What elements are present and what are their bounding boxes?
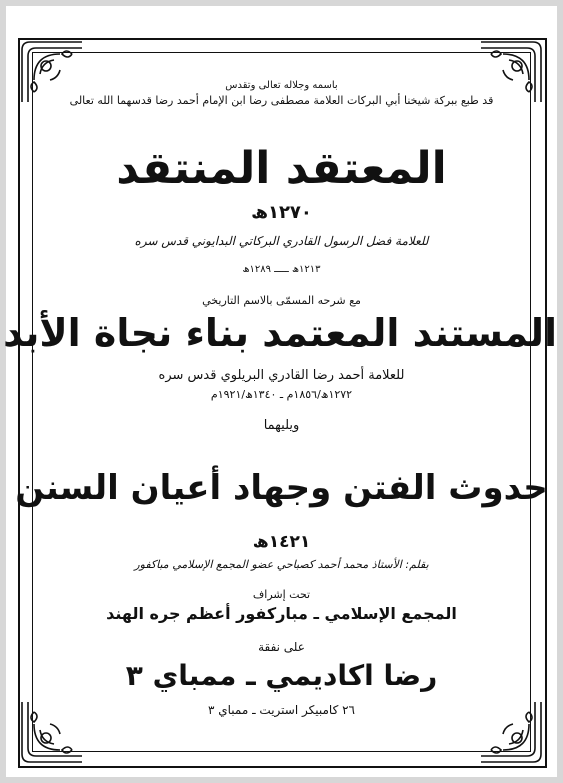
appendix-title: حدوث الفتن وجهاد أعيان السنن — [15, 468, 548, 508]
main-author-dates: ١٢١٣ھ ـــــ ١٢٨٩ھ — [242, 264, 321, 275]
main-title-year: ١٢٧٠ھ — [251, 202, 312, 223]
publisher-address: ٢٦ كامبيكر استريت ـ ممباي ٣ — [207, 703, 355, 717]
blessing-line: قد طبع ببركة شيخنا أبي البركات العلامة مصطفى رضا ابن الإمام أحمد رضا قدسهما الله تعالى — [69, 94, 494, 107]
basmala-line: باسمه وجلاله تعالى وتقدس — [225, 80, 338, 91]
supervision-label: تحت إشراف — [252, 588, 311, 601]
appendix-byline: بقلم: الأستاذ محمد أحمد كصباحي عضو المجمع الإسلامي مباكفور — [134, 558, 429, 571]
main-author: للعلامة فضل الرسول القادري البركاتي البدايوني قدس سره — [134, 234, 429, 248]
main-title: المعتقد المنتقد — [116, 143, 447, 194]
society-name: المجمع الإسلامي ـ مباركفور أعظم جره الهند — [106, 604, 457, 623]
title-page — [3, 6, 557, 777]
followed-by-label: ويليهما — [263, 418, 300, 433]
publisher-name: رضا اكاديمي ـ ممباي ٣ — [125, 659, 438, 692]
commentary-intro: مع شرحه المسمّى بالاسم التاريخي — [202, 294, 361, 307]
sponsor-label: على نفقة — [258, 640, 305, 654]
commentary-author-dates: ١٢٧٢ھ/١٨٥٦م ـ ١٣٤٠ھ/١٩٢١م — [210, 388, 353, 401]
commentary-title: المستند المعتمد بناء نجاة الأبد — [3, 311, 557, 355]
appendix-year: ١٤٢١ھ — [252, 532, 311, 552]
commentary-author: للعلامة أحمد رضا القادري البريلوي قدس سره — [158, 368, 405, 383]
